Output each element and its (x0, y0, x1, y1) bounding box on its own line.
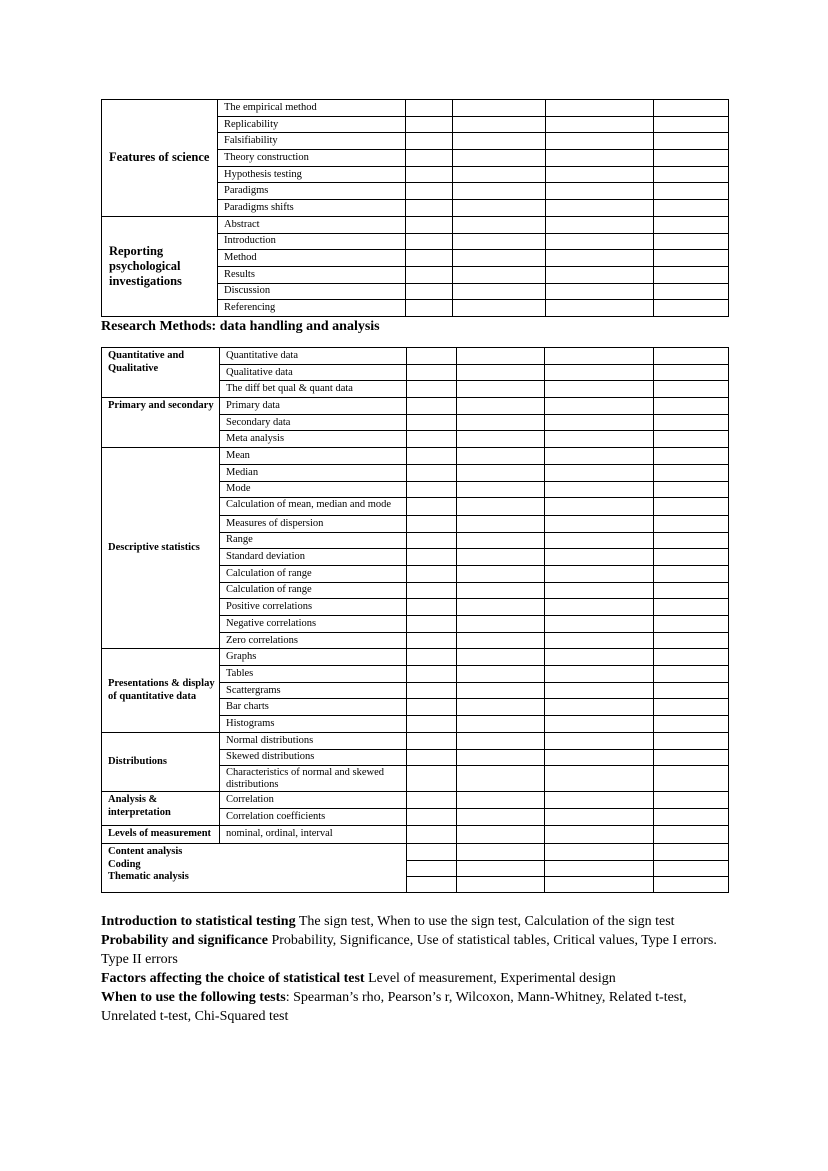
checkbox-cell[interactable] (453, 283, 546, 300)
checkbox-cell[interactable] (654, 116, 729, 133)
checkbox-cell[interactable] (407, 716, 457, 733)
checkbox-cell[interactable] (407, 532, 457, 549)
summary-topic-title: Introduction to statistical testing (101, 914, 296, 929)
topic-cell: Mean (220, 448, 407, 465)
checkbox-cell[interactable] (457, 749, 545, 766)
checkbox-cell[interactable] (654, 766, 729, 792)
table-row (102, 348, 729, 365)
checkbox-cell[interactable] (407, 464, 457, 481)
table-row (102, 216, 729, 233)
checkbox-cell[interactable] (457, 599, 545, 616)
checkbox-cell[interactable] (407, 766, 457, 792)
checkbox-cell[interactable] (457, 515, 545, 532)
checkbox-cell[interactable] (545, 632, 654, 649)
topic-cell: Paradigms (218, 183, 406, 200)
topic-cell: Measures of dispersion (220, 515, 407, 532)
checkbox-cell[interactable] (407, 515, 457, 532)
topic-cell: Quantitative data (220, 348, 407, 365)
topic-cell: Paradigms shifts (218, 200, 406, 217)
checkbox-cell[interactable] (406, 233, 453, 250)
summary-paragraph (101, 912, 736, 931)
topic-cell: Hypothesis testing (218, 166, 406, 183)
checkbox-cell[interactable] (453, 200, 546, 217)
checkbox-cell[interactable] (545, 431, 654, 448)
checkbox-cell[interactable] (453, 133, 546, 150)
checkbox-cell[interactable] (406, 100, 453, 117)
checkbox-cell[interactable] (407, 582, 457, 599)
checkbox-cell[interactable] (406, 216, 453, 233)
checkbox-cell[interactable] (545, 716, 654, 733)
checkbox-cell[interactable] (457, 448, 545, 465)
checkbox-cell[interactable] (407, 381, 457, 398)
topic-cell: The diff bet qual & quant data (220, 381, 407, 398)
category-cell: Distributions (102, 732, 220, 791)
checkbox-cell[interactable] (546, 233, 654, 250)
checkbox-cell[interactable] (545, 348, 654, 365)
checkbox-cell[interactable] (654, 532, 729, 549)
checkbox-cell[interactable] (654, 666, 729, 683)
checkbox-cell[interactable] (654, 732, 729, 749)
topic-cell: Secondary data (220, 414, 407, 431)
checkbox-cell[interactable] (457, 716, 545, 733)
topic-cell: Falsifiability (218, 133, 406, 150)
checkbox-cell[interactable] (546, 116, 654, 133)
checkbox-cell[interactable] (654, 481, 729, 498)
checkbox-cell[interactable] (654, 699, 729, 716)
checkbox-cell[interactable] (654, 549, 729, 566)
checkbox-cell[interactable] (654, 844, 729, 860)
topic-cell: Qualitative data (220, 364, 407, 381)
checkbox-cell[interactable] (545, 364, 654, 381)
checkbox-cell[interactable] (546, 250, 654, 267)
checkbox-cell[interactable] (546, 300, 654, 317)
checkbox-cell[interactable] (406, 300, 453, 317)
checkbox-cell[interactable] (457, 649, 545, 666)
topic-cell: Calculation of mean, median and mode (220, 498, 407, 516)
category-cell: Reporting psychological investigations (102, 216, 218, 316)
category-cell: Analysis & interpretation (102, 792, 220, 825)
topic-cell: Tables (220, 666, 407, 683)
table-row (102, 732, 729, 749)
topic-cell: Range (220, 532, 407, 549)
checkbox-cell[interactable] (457, 699, 545, 716)
summary-topic-text: Probability, Significance, Use of statistical tables, Critical values, Type I errors. Type II errors (101, 933, 717, 967)
checkbox-cell[interactable] (654, 464, 729, 481)
checkbox-cell[interactable] (407, 348, 457, 365)
checkbox-cell[interactable] (457, 464, 545, 481)
checkbox-cell[interactable] (545, 481, 654, 498)
checkbox-cell[interactable] (453, 266, 546, 283)
checkbox-cell[interactable] (654, 414, 729, 431)
checkbox-cell[interactable] (654, 183, 729, 200)
checkbox-cell[interactable] (457, 582, 545, 599)
checkbox-cell[interactable] (457, 808, 545, 825)
checkbox-cell[interactable] (453, 233, 546, 250)
checkbox-cell[interactable] (545, 464, 654, 481)
checkbox-cell[interactable] (457, 792, 545, 809)
checkbox-cell[interactable] (654, 100, 729, 117)
checkbox-cell[interactable] (545, 808, 654, 825)
checkbox-cell[interactable] (453, 150, 546, 167)
checkbox-cell[interactable] (407, 498, 457, 516)
checkbox-cell[interactable] (654, 749, 729, 766)
checkbox-cell[interactable] (457, 481, 545, 498)
table-row (102, 825, 729, 844)
checkbox-cell[interactable] (545, 666, 654, 683)
checkbox-cell[interactable] (407, 481, 457, 498)
checkbox-cell[interactable] (545, 749, 654, 766)
topic-cell: Discussion (218, 283, 406, 300)
checkbox-cell[interactable] (654, 233, 729, 250)
topic-cell: Method (218, 250, 406, 267)
checkbox-cell[interactable] (407, 808, 457, 825)
checkbox-cell[interactable] (457, 732, 545, 749)
topic-cell: Meta analysis (220, 431, 407, 448)
checkbox-cell[interactable] (407, 431, 457, 448)
checkbox-cell[interactable] (654, 431, 729, 448)
checkbox-cell[interactable] (406, 250, 453, 267)
summary-paragraph (101, 988, 736, 1026)
checkbox-cell[interactable] (457, 682, 545, 699)
table-row (102, 649, 729, 666)
summary-paragraph (101, 931, 736, 969)
footer-category-line: Thematic analysis (108, 871, 189, 883)
checkbox-cell[interactable] (545, 398, 654, 415)
checkbox-cell[interactable] (407, 699, 457, 716)
category-cell: Features of science (102, 100, 218, 217)
checkbox-cell[interactable] (545, 414, 654, 431)
checkbox-cell[interactable] (545, 649, 654, 666)
checkbox-cell[interactable] (654, 498, 729, 516)
checkbox-cell[interactable] (407, 632, 457, 649)
checkbox-cell[interactable] (457, 532, 545, 549)
checkbox-cell[interactable] (654, 825, 729, 844)
topic-cell: Calculation of range (220, 565, 407, 582)
topic-cell: Scattergrams (220, 682, 407, 699)
checkbox-cell[interactable] (546, 100, 654, 117)
table-row (102, 792, 729, 809)
topic-cell: Replicability (218, 116, 406, 133)
checkbox-cell[interactable] (407, 448, 457, 465)
checkbox-cell[interactable] (407, 549, 457, 566)
topic-cell: Theory construction (218, 150, 406, 167)
topic-cell: Positive correlations (220, 599, 407, 616)
checkbox-cell[interactable] (654, 300, 729, 317)
checkbox-cell[interactable] (407, 649, 457, 666)
checkbox-cell[interactable] (545, 498, 654, 516)
checkbox-cell[interactable] (457, 498, 545, 516)
checkbox-cell[interactable] (406, 283, 453, 300)
checkbox-cell[interactable] (407, 414, 457, 431)
checkbox-cell[interactable] (457, 565, 545, 582)
checkbox-cell[interactable] (545, 599, 654, 616)
features-reporting-table (101, 99, 729, 317)
checkbox-cell[interactable] (407, 616, 457, 633)
category-cell: Descriptive statistics (102, 448, 220, 649)
checkbox-cell[interactable] (654, 250, 729, 267)
checkbox-cell[interactable] (654, 348, 729, 365)
topic-cell: Histograms (220, 716, 407, 733)
checkbox-cell[interactable] (654, 150, 729, 167)
topic-cell: Graphs (220, 649, 407, 666)
checkbox-cell[interactable] (545, 582, 654, 599)
checkbox-cell[interactable] (654, 582, 729, 599)
topic-cell: Skewed distributions (220, 749, 407, 766)
table-row (102, 100, 729, 117)
topic-cell: Referencing (218, 300, 406, 317)
checkbox-cell[interactable] (406, 150, 453, 167)
category-cell: Primary and secondary (102, 398, 220, 448)
checkbox-cell[interactable] (546, 133, 654, 150)
checkbox-cell[interactable] (546, 166, 654, 183)
checkbox-cell[interactable] (457, 860, 545, 876)
checkbox-cell[interactable] (546, 266, 654, 283)
checkbox-cell[interactable] (457, 825, 545, 844)
checkbox-cell[interactable] (654, 381, 729, 398)
checkbox-cell[interactable] (453, 116, 546, 133)
checkbox-cell[interactable] (654, 599, 729, 616)
topic-cell: The empirical method (218, 100, 406, 117)
section-heading: Research Methods: data handling and analysis (101, 319, 380, 334)
footer-category-line: Content analysis (108, 846, 183, 858)
checkbox-cell[interactable] (654, 808, 729, 825)
checkbox-cell[interactable] (654, 364, 729, 381)
checkbox-cell[interactable] (545, 844, 654, 860)
topic-cell: Characteristics of normal and skewed distributions (220, 766, 407, 792)
checkbox-cell[interactable] (407, 876, 457, 892)
checkbox-cell[interactable] (407, 825, 457, 844)
footer-category-cell (102, 844, 407, 893)
summary-topic-text: The sign test, When to use the sign test, Calculation of the sign test (295, 914, 675, 929)
table-row (102, 844, 729, 860)
topic-cell: Correlation coefficients (220, 808, 407, 825)
checkbox-cell[interactable] (407, 364, 457, 381)
checkbox-cell[interactable] (453, 183, 546, 200)
checkbox-cell[interactable] (654, 266, 729, 283)
topic-cell: Primary data (220, 398, 407, 415)
topic-cell: Negative correlations (220, 616, 407, 633)
checkbox-cell[interactable] (654, 515, 729, 532)
checkbox-cell[interactable] (654, 200, 729, 217)
checkbox-cell[interactable] (654, 860, 729, 876)
checkbox-cell[interactable] (406, 133, 453, 150)
checkbox-cell[interactable] (654, 448, 729, 465)
checkbox-cell[interactable] (654, 792, 729, 809)
checkbox-cell[interactable] (654, 565, 729, 582)
checkbox-cell[interactable] (654, 283, 729, 300)
checkbox-cell[interactable] (406, 116, 453, 133)
checkbox-cell[interactable] (545, 381, 654, 398)
summary-topic-title: When to use the following tests (101, 990, 286, 1005)
checkbox-cell[interactable] (654, 682, 729, 699)
checkbox-cell[interactable] (457, 348, 545, 365)
checkbox-cell[interactable] (545, 732, 654, 749)
checkbox-cell[interactable] (545, 565, 654, 582)
checkbox-cell[interactable] (457, 549, 545, 566)
checkbox-cell[interactable] (545, 766, 654, 792)
checkbox-cell[interactable] (407, 860, 457, 876)
checkbox-cell[interactable] (406, 266, 453, 283)
checkbox-cell[interactable] (406, 166, 453, 183)
checkbox-cell[interactable] (457, 666, 545, 683)
checkbox-cell[interactable] (457, 431, 545, 448)
summary-paragraph (101, 969, 736, 988)
checkbox-cell[interactable] (654, 616, 729, 633)
checkbox-cell[interactable] (545, 860, 654, 876)
category-cell: Levels of measurement (102, 825, 220, 844)
topic-cell: Correlation (220, 792, 407, 809)
checkbox-cell[interactable] (546, 216, 654, 233)
checkbox-cell[interactable] (457, 766, 545, 792)
checkbox-cell[interactable] (545, 515, 654, 532)
topic-cell: Bar charts (220, 699, 407, 716)
data-handling-table (101, 347, 729, 893)
summary-topic-title: Factors affecting the choice of statistical test (101, 971, 365, 986)
topic-cell: Results (218, 266, 406, 283)
checkbox-cell[interactable] (407, 732, 457, 749)
checkbox-cell[interactable] (545, 825, 654, 844)
statistics-summary (101, 912, 736, 1026)
checkbox-cell[interactable] (545, 792, 654, 809)
checkbox-cell[interactable] (545, 549, 654, 566)
checkbox-cell[interactable] (654, 133, 729, 150)
checkbox-cell[interactable] (654, 216, 729, 233)
checkbox-cell[interactable] (654, 716, 729, 733)
checkbox-cell[interactable] (457, 381, 545, 398)
checkbox-cell[interactable] (453, 100, 546, 117)
topic-cell: Standard deviation (220, 549, 407, 566)
checkbox-cell[interactable] (546, 150, 654, 167)
checkbox-cell[interactable] (453, 166, 546, 183)
checkbox-cell[interactable] (545, 699, 654, 716)
checkbox-cell[interactable] (406, 183, 453, 200)
checkbox-cell[interactable] (407, 398, 457, 415)
checkbox-cell[interactable] (407, 565, 457, 582)
checkbox-cell[interactable] (457, 844, 545, 860)
checkbox-cell[interactable] (654, 876, 729, 892)
checkbox-cell[interactable] (457, 632, 545, 649)
checkbox-cell[interactable] (545, 876, 654, 892)
checkbox-cell[interactable] (457, 616, 545, 633)
topic-cell: nominal, ordinal, interval (220, 825, 407, 844)
topic-cell: Normal distributions (220, 732, 407, 749)
checkbox-cell[interactable] (407, 844, 457, 860)
checkbox-cell[interactable] (546, 283, 654, 300)
checkbox-cell[interactable] (654, 166, 729, 183)
topic-cell: Zero correlations (220, 632, 407, 649)
summary-topic-text: : Spearman’s rho, Pearson’s r, Wilcoxon, Mann-Whitney, Related t-test, Unrelated t-test, Chi-Squared test (101, 990, 687, 1024)
checkbox-cell[interactable] (453, 216, 546, 233)
checkbox-cell[interactable] (407, 666, 457, 683)
topic-cell: Mode (220, 481, 407, 498)
checkbox-cell[interactable] (453, 250, 546, 267)
footer-category-line: Coding (108, 858, 141, 870)
checkbox-cell[interactable] (407, 792, 457, 809)
summary-topic-title: Probability and significance (101, 933, 268, 948)
checkbox-cell[interactable] (407, 682, 457, 699)
checkbox-cell[interactable] (654, 398, 729, 415)
checkbox-cell[interactable] (457, 398, 545, 415)
checkbox-cell[interactable] (545, 532, 654, 549)
topic-cell: Calculation of range (220, 582, 407, 599)
checkbox-cell[interactable] (546, 183, 654, 200)
checkbox-cell[interactable] (406, 200, 453, 217)
checkbox-cell[interactable] (407, 599, 457, 616)
checkbox-cell[interactable] (654, 649, 729, 666)
topic-cell: Median (220, 464, 407, 481)
category-cell: Presentations & display of quantitative data (102, 649, 220, 732)
checkbox-cell[interactable] (457, 364, 545, 381)
checkbox-cell[interactable] (453, 300, 546, 317)
table-row (102, 398, 729, 415)
checkbox-cell[interactable] (407, 749, 457, 766)
checkbox-cell[interactable] (457, 414, 545, 431)
checkbox-cell[interactable] (457, 876, 545, 892)
summary-topic-text: Level of measurement, Experimental design (364, 971, 616, 986)
topic-cell: Introduction (218, 233, 406, 250)
checkbox-cell[interactable] (545, 448, 654, 465)
checkbox-cell[interactable] (546, 200, 654, 217)
topic-cell: Abstract (218, 216, 406, 233)
table-row (102, 448, 729, 465)
checkbox-cell[interactable] (545, 682, 654, 699)
checkbox-cell[interactable] (545, 616, 654, 633)
category-cell: Quantitative and Qualitative (102, 348, 220, 398)
checkbox-cell[interactable] (654, 632, 729, 649)
